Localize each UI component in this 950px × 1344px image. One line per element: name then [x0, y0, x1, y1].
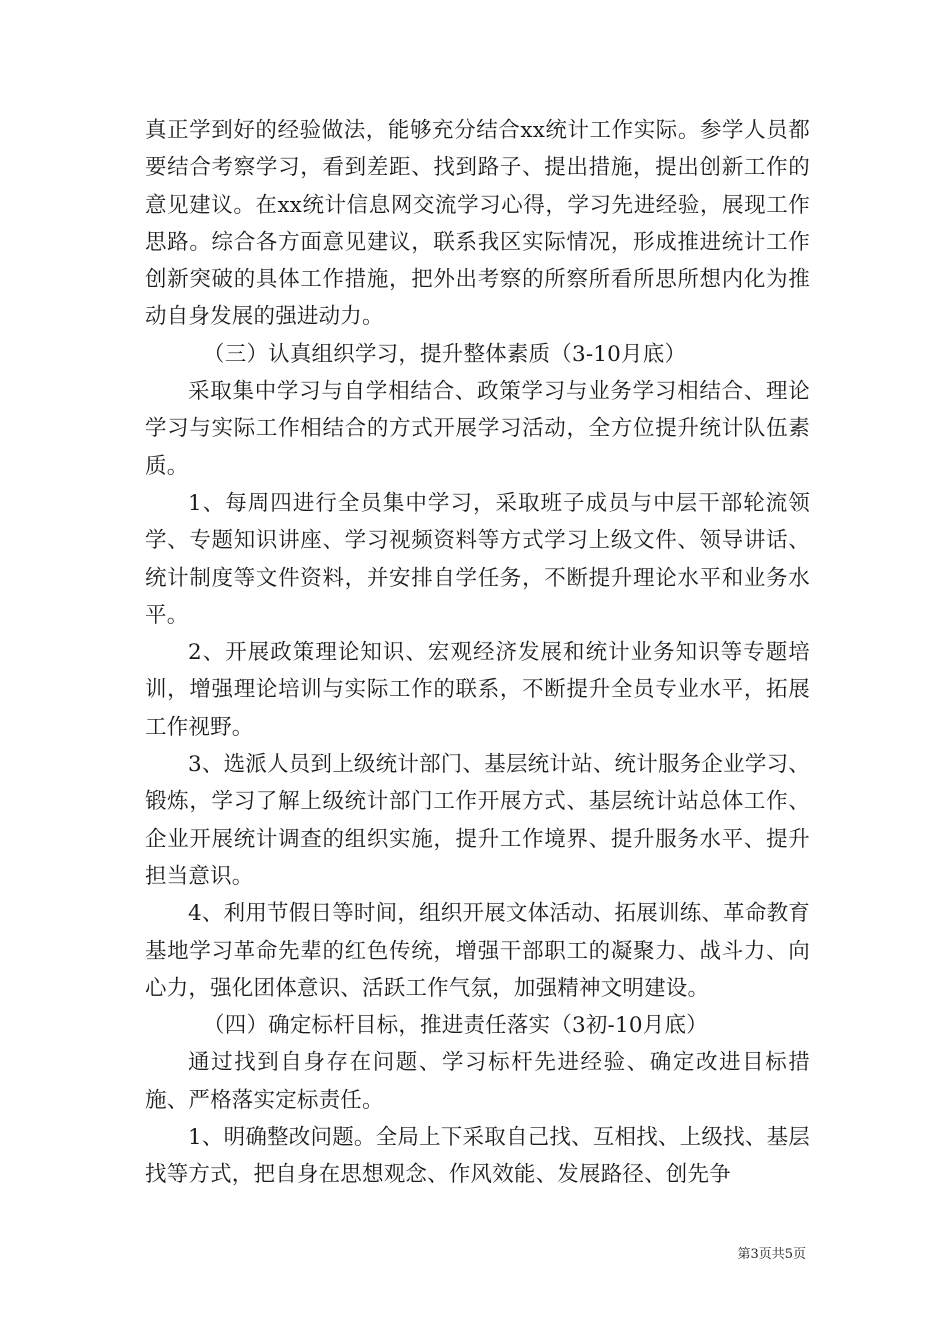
paragraph-continuation: 真正学到好的经验做法，能够充分结合xx统计工作实际。参学人员都要结合考察学习，看到差距、找到路子、提出措施，提出创新工作的意见建议。在xx统计信息网交流学习心得，学习先进经验，展现工作思路。综合各方面意见建议，联系我区实际情况，形成推进统计工作创新突破的具体工作措施，把外出考察的所察所看所思所想内化为推动自身发展的强进动力。	[145, 118, 810, 330]
section-heading-3: （三）认真组织学习，提升整体素质（3-10月底）	[203, 341, 687, 367]
paragraph-item-1-weekly-study: 1、每周四进行全员集中学习，采取班子成员与中层干部轮流领学、专题知识讲座、学习视频资料等方式学习上级文件、领导讲话、统计制度等文件资料，并安排自学任务，不断提升理论水平和业务水平。	[145, 490, 810, 628]
paragraph-item-1-rectification: 1、明确整改问题。全局上下采取自己找、互相找、上级找、基层找等方式，把自身在思想观念、作风效能、发展路径、创先争	[145, 1125, 810, 1188]
paragraph-item-2-training: 2、开展政策理论知识、宏观经济发展和统计业务知识等专题培训，增强理论培训与实际工作的联系，不断提升全员专业水平，拓展工作视野。	[145, 640, 810, 740]
paragraph-item-4-activities: 4、利用节假日等时间，组织开展文体活动、拓展训练、革命教育基地学习革命先辈的红色传统，增强干部职工的凝聚力、战斗力、向心力，强化团体意识、活跃工作气氛，加强精神文明建设。	[145, 901, 810, 1001]
paragraph-item-3-secondment: 3、选派人员到上级统计部门、基层统计站、统计服务企业学习、锻炼，学习了解上级统计部门工作开展方式、基层统计站总体工作、企业开展统计调查的组织实施，提升工作境界、提升服务水平、提升担当意识。	[145, 752, 810, 889]
section-heading-4: （四）确定标杆目标，推进责任落实（3初-10月底）	[203, 1013, 708, 1039]
paragraph-benchmark-intro: 通过找到自身存在问题、学习标杆先进经验、确定改进目标措施、严格落实定标责任。	[145, 1050, 810, 1113]
document-body	[145, 112, 810, 1194]
paragraph-study-methods: 采取集中学习与自学相结合、政策学习与业务学习相结合、理论学习与实际工作相结合的方式开展学习活动，全方位提升统计队伍素质。	[145, 379, 810, 479]
page-number: 第3页共5页	[737, 1247, 806, 1262]
